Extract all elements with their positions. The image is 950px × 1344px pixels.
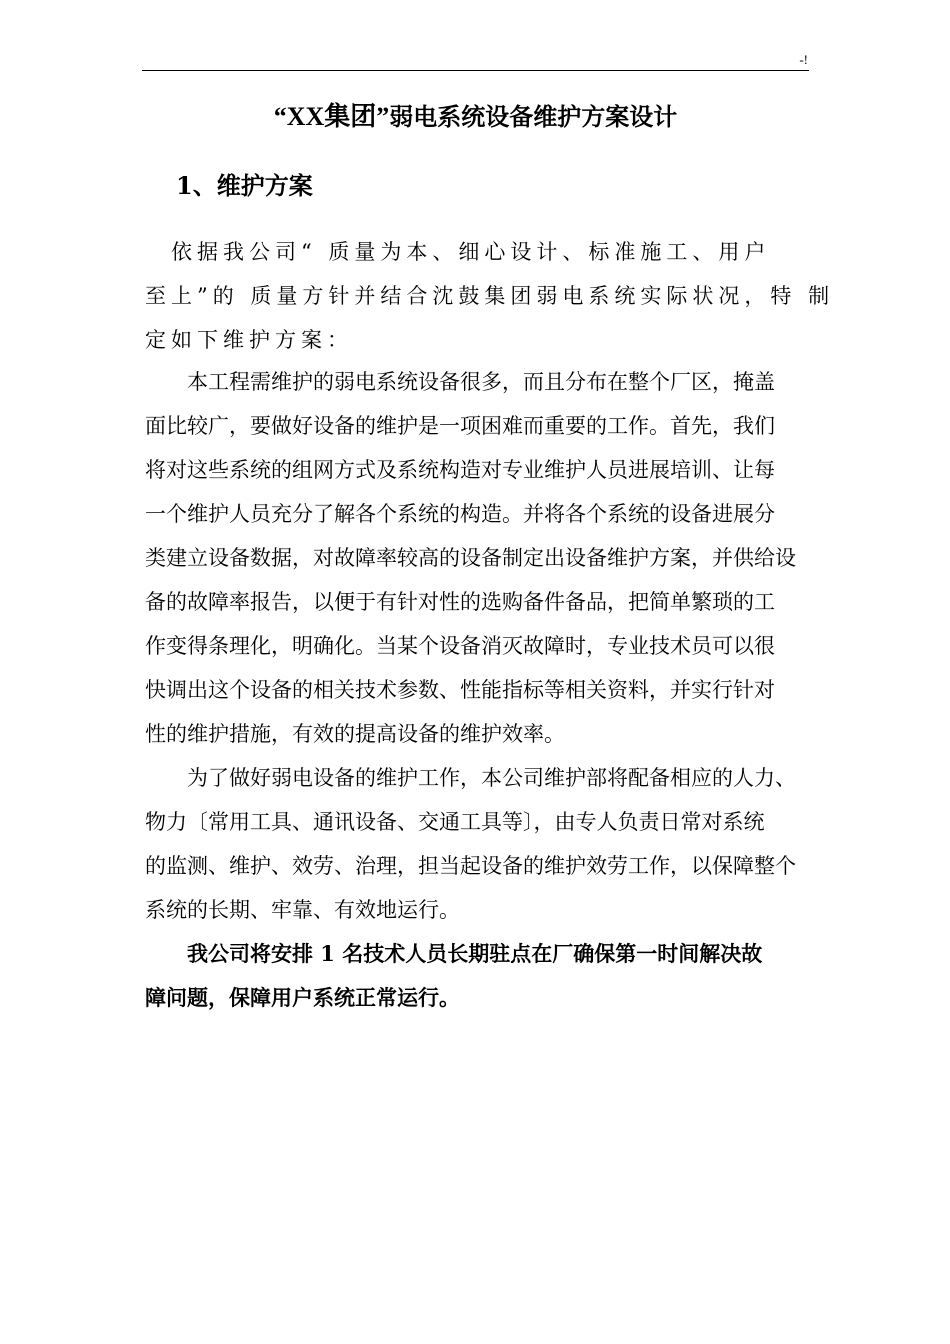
paragraph-line: 为了做好弱电设备的维护工作，本公司维护部将配备相应的人力、 <box>145 766 796 790</box>
paragraph-line: 类建立设备数据，对故障率较高的设备制定出设备维护方案，并供给设 <box>145 546 796 570</box>
paragraph-intro <box>145 230 835 362</box>
page-marker: -! <box>799 52 808 67</box>
paragraph-line: 障问题，保障用户系统正常运行。 <box>145 985 460 1010</box>
section-heading: 1、维护方案 <box>176 171 313 200</box>
paragraph-line: 本工程需维护的弱电系统设备很多，而且分布在整个厂区，掩盖 <box>145 370 775 394</box>
paragraph-line: 快调出这个设备的相关技术参数、性能指标等相关资料，并实行针对 <box>145 678 775 702</box>
header-rule <box>142 70 809 71</box>
paragraph-line: 系统的长期、牢靠、有效地运行。 <box>145 898 460 922</box>
paragraph-line: 面比较广，要做好设备的维护是一项困难而重要的工作。首先，我们 <box>145 414 775 438</box>
title-rest: 弱电系统设备维护方案设计 <box>389 102 678 131</box>
paragraph-line: 备的故障率报告，以便于有针对性的选购备件备品，把简单繁琐的工 <box>145 590 775 614</box>
paragraph-line: 物力〔常用工具、通讯设备、交通工具等〕，由专人负责日常对系统 <box>145 810 765 834</box>
paragraph-maintenance <box>145 360 817 756</box>
paragraph-line: 至上”的 质量方针并结合沈鼓集团弱电系统实际状况，特 制 <box>145 284 835 308</box>
paragraph-line: 一个维护人员充分了解各个系统的构造。并将各个系统的设备进展分 <box>145 502 775 526</box>
paragraph-line: 依据我公司“ 质量为本、细心设计、标准施工、用户 <box>145 240 771 264</box>
paragraph-line: 定如下维护方案： <box>145 328 353 352</box>
paragraph-line: 我公司将安排 1 名技术人员长期驻点在厂确保第一时间解决故 <box>145 941 763 966</box>
paragraph-resources <box>145 756 817 932</box>
title-main: “XX集团” <box>273 102 390 131</box>
document-title <box>142 96 809 133</box>
paragraph-line: 将对这些系统的组网方式及系统构造对专业维护人员进展培训、让每 <box>145 458 775 482</box>
paragraph-onsite <box>145 932 817 1020</box>
paragraph-line: 作变得条理化，明确化。当某个设备消灭故障时，专业技术员可以很 <box>145 634 775 658</box>
paragraph-line: 性的维护措施，有效的提高设备的维护效率。 <box>145 722 565 746</box>
paragraph-line: 的监测、维护、效劳、治理，担当起设备的维护效劳工作，以保障整个 <box>145 854 796 878</box>
